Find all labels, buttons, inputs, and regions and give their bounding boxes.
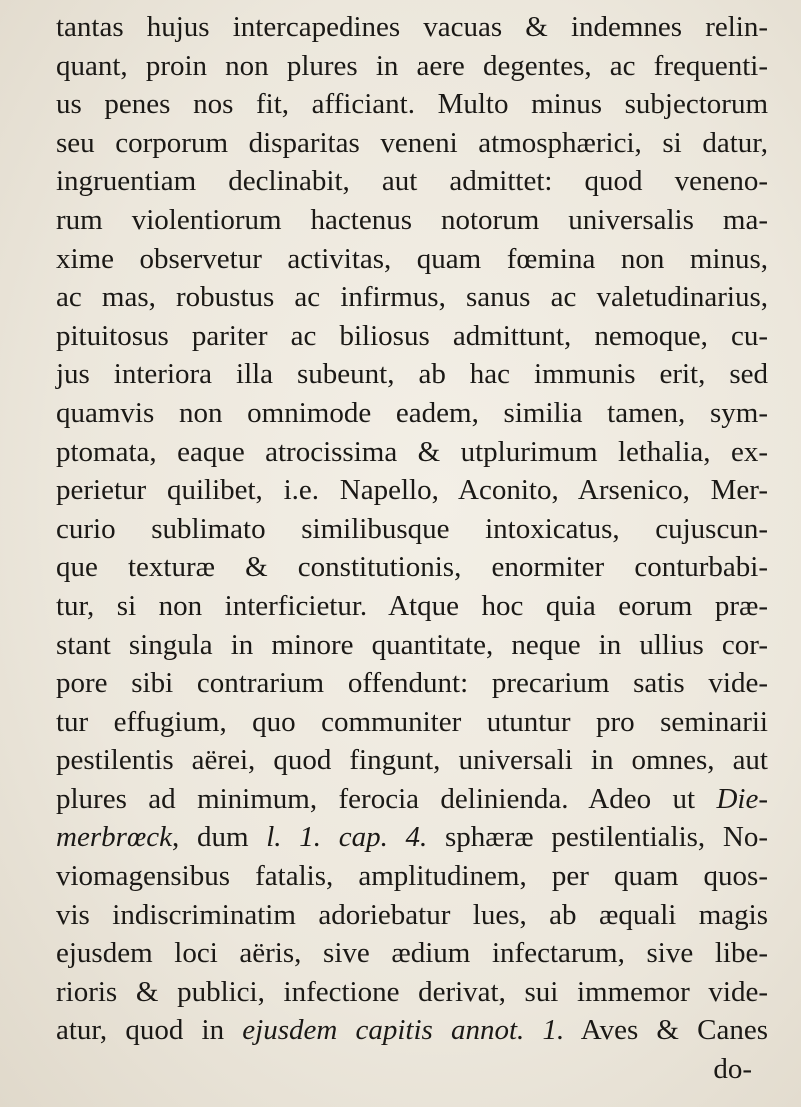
text-segment: ac mas, robustus ac infirmus, sanus ac valetudinarius, [56,281,768,314]
text-line [56,124,768,163]
text-segment: Aves & Canes [564,1014,769,1047]
text-line [56,510,768,549]
text-line [56,162,768,201]
italic-segment: Die- [716,782,768,815]
text-segment: pituitosus pariter ac biliosus admittunt, nemoque, cu- [56,319,768,352]
text-segment: stant singula in minore quantitate, neque in ullius cor- [56,628,768,661]
text-segment: do- [713,1053,752,1086]
text-line [56,818,768,857]
text-segment: que texturæ & constitutionis, enormiter conturbabi- [56,551,768,584]
italic-segment: merbrœck [56,821,172,854]
text-segment: tur effugium, quo communiter utuntur pro seminarii [56,705,768,738]
text-line [56,973,768,1012]
text-segment: us penes nos fit, afficiant. Multo minus subjectorum [56,88,768,121]
text-line [56,394,768,433]
text-segment: quant, proin non plures in aere degentes, ac frequenti- [56,49,768,82]
text-segment: perietur quilibet, i.e. Napello, Aconito, Arsenico, Mer- [56,474,768,507]
text-line [56,664,768,703]
text-line [56,8,768,47]
text-line [56,471,768,510]
text-segment: tantas hujus intercapedines vacuas & indemnes relin- [56,11,768,43]
catchword [56,1050,768,1089]
text-segment: viomagensibus fatalis, amplitudinem, per quam quos- [56,860,768,893]
text-line [56,934,768,973]
text-segment: sphæræ pestilentialis, No- [427,821,768,854]
text-segment: jus interiora illa subeunt, ab hac immunis erit, sed [56,358,768,391]
text-line [56,626,768,665]
text-segment: atur, quod in [56,1014,243,1047]
text-segment: , dum [171,821,267,854]
body-text [56,8,768,1089]
text-line [56,85,768,124]
text-segment: pestilentis aërei, quod fingunt, universali in omnes, aut [56,744,768,777]
text-line [56,587,768,626]
text-line [56,201,768,240]
text-segment: curio sublimato similibusque intoxicatus, cujuscun- [56,512,768,545]
italic-segment: ejusdem capitis annot. 1. [242,1014,565,1047]
text-line [56,1011,768,1050]
text-segment: ptomata, eaque atrocissima & utplurimum lethalia, ex- [56,435,768,468]
text-line [56,355,768,394]
text-segment: tur, si non interficietur. Atque hoc quia eorum præ- [56,589,768,622]
text-segment: pore sibi contrarium offendunt: precarium satis vide- [56,667,768,700]
text-line [56,278,768,317]
italic-segment: l. 1. cap. 4. [266,821,428,854]
text-segment: plures ad minimum, ferocia delinienda. Adeo ut [56,782,717,815]
text-line [56,317,768,356]
text-line [56,703,768,742]
text-segment: quamvis non omnimode eadem, similia tamen, sym- [56,396,768,429]
text-line [56,548,768,587]
text-line [56,857,768,896]
text-line [56,741,768,780]
text-line [56,433,768,472]
text-segment: vis indiscriminatim adoriebatur lues, ab æquali magis [56,898,768,931]
text-line [56,240,768,279]
text-segment: rioris & publici, infectione derivat, sui immemor vide- [56,975,768,1008]
text-line [56,47,768,86]
text-segment: ingruentiam declinabit, aut admittet: quod veneno- [56,165,768,198]
text-segment: rum violentiorum hactenus notorum universalis ma- [56,203,768,236]
text-segment: xime observetur activitas, quam fœmina non minus, [56,242,768,275]
text-segment: seu corporum disparitas veneni atmosphærici, si datur, [56,126,768,159]
text-line [56,896,768,935]
text-segment: ejusdem loci aëris, sive ædium infectarum, sive libe- [56,937,768,970]
text-line [56,780,768,819]
